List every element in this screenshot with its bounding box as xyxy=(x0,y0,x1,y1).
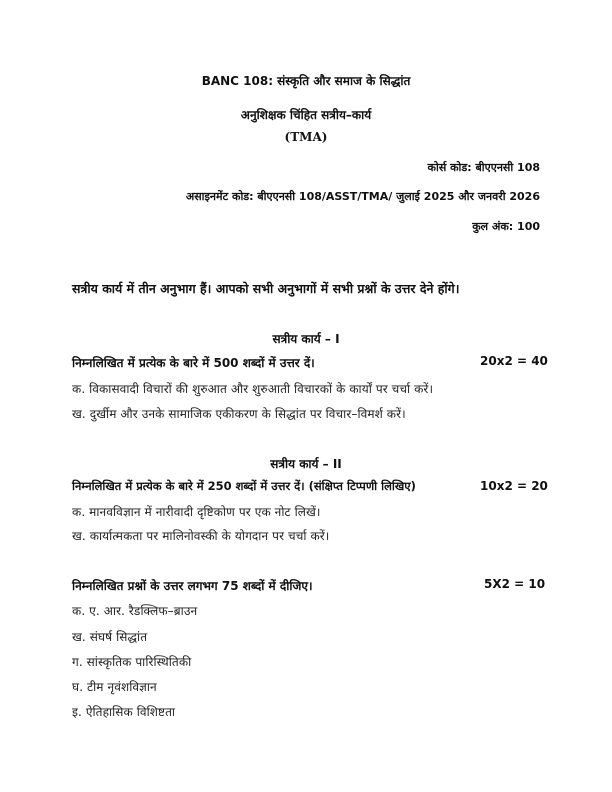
section-1-instruction: निम्नलिखित में प्रत्येक के बारे में 500 शब्दों में उत्तर दें। xyxy=(72,356,315,370)
section-heading-1: सत्रीय कार्य – I xyxy=(272,332,340,346)
total-marks: कुल अंक: 100 xyxy=(472,220,540,233)
section-2-instruction: निम्नलिखित में प्रत्येक के बारे में 250 शब्दों में उत्तर दें। (संक्षिप्त टिप्पणी लिखिए) xyxy=(72,479,416,493)
section-3-marks: 5X2 = 10 xyxy=(484,577,546,591)
course-code: कोर्स कोड: बीएएनसी 108 xyxy=(427,161,540,174)
section-3-question: घ. टीम नृवंशविज्ञान xyxy=(72,680,157,694)
section-3-question: क. ए. आर. रैडक्लिफ–ब्राउन xyxy=(72,604,198,618)
section-2-marks: 10x2 = 20 xyxy=(480,479,548,493)
section-1-marks: 20x2 = 40 xyxy=(480,354,548,368)
section-2-question: ख. कार्यात्मकता पर मालिनोवस्की के योगदान पर चर्चा करें। xyxy=(72,529,330,543)
section-3-question: इ. ऐतिहासिक विशिष्टता xyxy=(72,705,176,719)
section-2-question: क. मानवविज्ञान में नारीवादी दृष्टिकोण पर एक नोट लिखें। xyxy=(72,505,321,519)
intro-text: सत्रीय कार्य में तीन अनुभाग हैं। आपको सभी अनुभागों में सभी प्रश्नों के उत्तर देने होंगे। xyxy=(72,281,460,296)
course-title: BANC 108: संस्कृति और समाज के सिद्धांत xyxy=(201,74,411,88)
tma-label: (TMA) xyxy=(284,130,328,144)
assignment-type: अनुशिक्षक चिंहित सत्रीय–कार्य xyxy=(240,108,372,122)
section-3-question: ख. संघर्ष सिद्धांत xyxy=(72,630,148,644)
section-3-question: ग. सांस्कृतिक पारिस्थितिकी xyxy=(72,655,192,669)
section-heading-2: सत्रीय कार्य – II xyxy=(270,457,342,471)
section-1-question: क. विकासवादी विचारों की शुरुआत और शुरुआती विचारकों के कार्यों पर चर्चा करें। xyxy=(72,382,434,396)
assignment-code: असाइनमेंट कोड: बीएएनसी 108/ASST/TMA/ जुलाई 2025 और जनवरी 2026 xyxy=(185,190,540,203)
section-3-instruction: निम्नलिखित प्रश्नों के उत्तर लगभग 75 शब्दों में दीजिए। xyxy=(72,579,313,593)
section-1-question: ख. दुर्खीम और उनके सामाजिक एकीकरण के सिद्धांत पर विचार–विमर्श करें। xyxy=(72,407,406,421)
